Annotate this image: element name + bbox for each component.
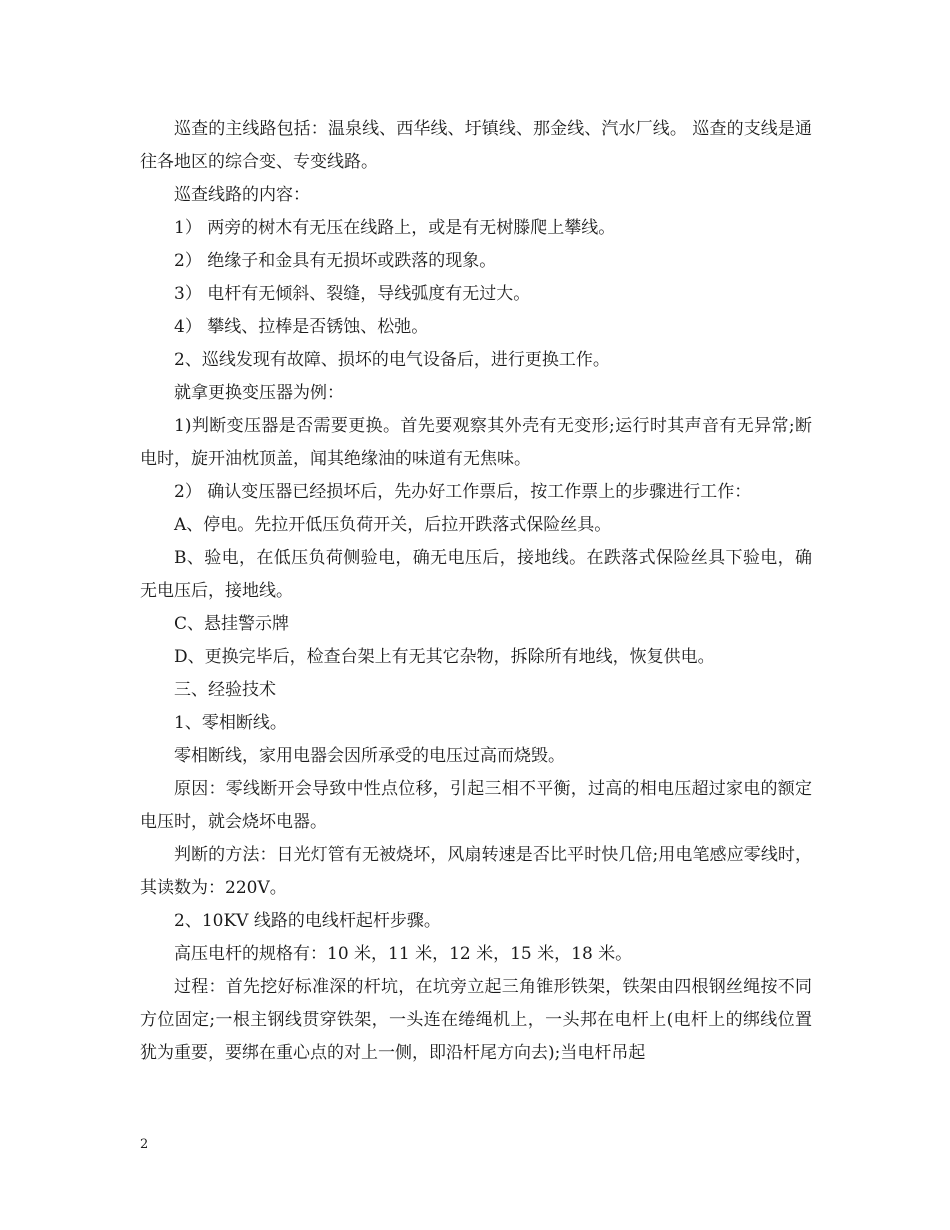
paragraph: A、停电。先拉开低压负荷开关，后拉开跌落式保险丝具。 [174, 515, 612, 535]
paragraph: 1、零相断线。 [174, 713, 287, 733]
paragraph: 判断的方法：日光灯管有无被烧坏，风扇转速是否比平时快几倍;用电笔感应零线时，其读数为：220V。 [140, 845, 812, 898]
paragraph: 4） 攀线、拉棒是否锈蚀、松弛。 [174, 317, 429, 337]
page-number: 2 [140, 1137, 149, 1152]
section-heading: 三、经验技术 [174, 680, 276, 700]
document-body [140, 113, 812, 1070]
paragraph: 2） 确认变压器已经损坏后，先办好工作票后，按工作票上的步骤进行工作： [174, 482, 752, 502]
paragraph: 2、巡线发现有故障、损坏的电气设备后，进行更换工作。 [174, 350, 610, 370]
paragraph: 高压电杆的规格有：10 米，11 米，12 米，15 米，18 米。 [174, 944, 633, 964]
paragraph: 巡查线路的内容： [174, 185, 310, 205]
paragraph: 1） 两旁的树木有无压在线路上，或是有无树滕爬上攀线。 [174, 218, 616, 238]
paragraph: 原因：零线断开会导致中性点位移，引起三相不平衡，过高的相电压超过家电的额定电压时，就会烧坏电器。 [140, 779, 812, 832]
paragraph: B、验电，在低压负荷侧验电，确无电压后，接地线。在跌落式保险丝具下验电，确无电压后，接地线。 [140, 548, 812, 601]
paragraph: 零相断线，家用电器会因所承受的电压过高而烧毁。 [174, 746, 565, 766]
paragraph: C、悬挂警示牌 [174, 614, 290, 634]
paragraph: 就拿更换变压器为例： [174, 383, 344, 403]
paragraph: 3） 电杆有无倾斜、裂缝，导线弧度有无过大。 [174, 284, 531, 304]
paragraph: 2） 绝缘子和金具有无损坏或跌落的现象。 [174, 251, 497, 271]
paragraph: 1)判断变压器是否需要更换。首先要观察其外壳有无变形;运行时其声音有无异常;断电时，旋开油枕顶盖，闻其绝缘油的味道有无焦味。 [140, 416, 812, 469]
paragraph: 过程：首先挖好标准深的杆坑，在坑旁立起三角锥形铁架，铁架由四根钢丝绳按不同方位固定;一根主钢线贯穿铁架，一头连在绻绳机上，一头邦在电杆上(电杆上的绑线位置犹为重要，要绑在重心点的对上一侧，即沿杆尾方向去);当电杆吊起 [140, 977, 812, 1063]
paragraph: 巡查的主线路包括：温泉线、西华线、圩镇线、那金线、汽水厂线。 巡查的支线是通往各地区的综合变、专变线路。 [140, 119, 812, 172]
paragraph: 2、10KV 线路的电线杆起杆步骤。 [174, 911, 441, 931]
paragraph: D、更换完毕后，检查台架上有无其它杂物，拆除所有地线，恢复供电。 [174, 647, 715, 667]
